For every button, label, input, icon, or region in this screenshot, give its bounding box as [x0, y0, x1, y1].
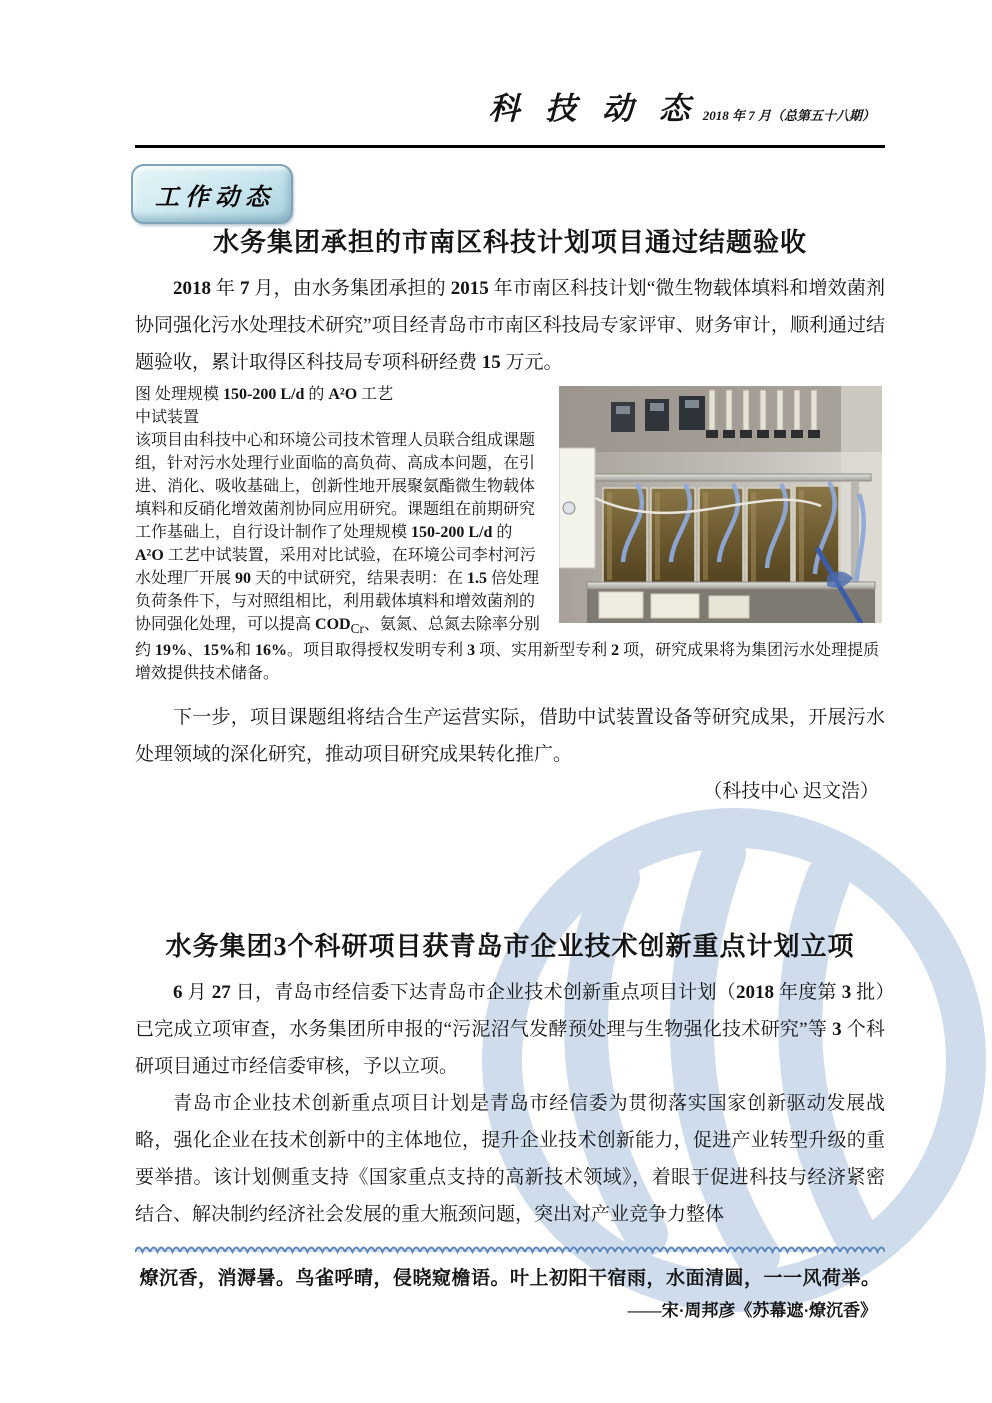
figure-caption-line-1: 图 处理规模 150-200 L/d 的 A²O 工艺: [135, 385, 394, 403]
page-footer: [135, 1241, 885, 1321]
article-2: [135, 930, 885, 1233]
figure-caption-line-2: 中试装置: [135, 408, 200, 426]
masthead: [135, 92, 885, 126]
masthead-issue-info: 2018 年 7 月（总第五十八期）: [702, 107, 875, 123]
article-1-para-2-text-a: 该项目由科技中心和环境公司技术管理人员联合组成课题组，针对污水处理行业面临的高负荷、高成本问题，在引进、消化、吸收基础上，创新性地开展聚氨酯微生物载体填料和反硝化增效菌剂协同应用研究。课题组在前期研究工作基础上，自行设计制作了处理规模 150-200 L/d 的 A²O 工艺中试装置，采用对比试验，在环境公司李村河污水处理厂开展 90 天的中试研究，结果表明：在 1.5 倍处理负荷条件下，与对照组相比，利用载体填料和增效菌剂的协同强化处理，可以提高 COD: [135, 431, 540, 633]
footer-poem: 燎沉香，消溽暑。鸟雀呼晴，侵晓窥檐语。叶上初阳干宿雨，水面清圆，一一风荷举。: [139, 1268, 881, 1289]
article-2-para-1: 6 月 27 日，青岛市经信委下达青岛市企业技术创新重点项目计划（2018 年度第 3 批）已完成立项审查，水务集团所申报的“污泥沼气发酵预处理与生物强化技术研究”等 3 个科研项目通过市经信委审核，予以立项。: [135, 981, 885, 1077]
wave-divider: [135, 1241, 885, 1254]
footer-poem-attribution: ——宋·周邦彦《苏幕遮·燎沉香》: [627, 1301, 877, 1320]
header-rule: [135, 145, 885, 148]
masthead-title: 科 技 动 态: [488, 91, 699, 126]
cod-cr-subscript: Cr: [350, 620, 364, 636]
article-1-para-3: 下一步，项目课题组将结合生产运营实际，借助中试装置设备等研究成果，开展污水处理领域的深化研究，推动项目研究成果转化推广。: [135, 706, 885, 765]
article-1: [135, 226, 885, 810]
article-2-para-2: 青岛市企业技术创新重点项目计划是青岛市经信委为贯彻落实国家创新驱动发展战略，强化企业在技术创新中的主体地位，提升企业技术创新能力，促进产业转型升级的重要举措。该计划侧重支持《国家重点支持的高新技术领域》，着眼于促进科技与经济紧密结合、解决制约经济社会发展的重大瓶颈问题，突出对产业竞争力整体: [135, 1092, 885, 1225]
article-1-title: 水务集团承担的市南区科技计划项目通过结题验收: [212, 228, 807, 257]
section-badge-work-news: [131, 164, 293, 224]
article-2-title: 水务集团3个科研项目获青岛市企业技术创新重点计划立项: [165, 932, 855, 961]
section-badge-label: 工作动态: [155, 184, 275, 211]
article-1-para-1: 2018 年 7 月，由水务集团承担的 2015 年市南区科技计划“微生物载体填料和增效菌剂协同强化污水处理技术研究”项目经青岛市市南区科技局专家评审、财务审计，顺利通过结题验收，累计取得区科技局专项科研经费 15 万元。: [135, 277, 886, 373]
article-1-byline: （科技中心 迟文浩）: [703, 780, 879, 802]
article-1-para-2-text-b: 、氨氮、总氮去除率分别约 19%、15%和 16%。项目取得授权发明专利 3 项、实用新型专利 2 项，研究成果将为集团污水处理提质增效提供技术储备。: [135, 615, 880, 682]
pilot-plant-figure: [555, 386, 885, 629]
pilot-plant-photo: [559, 386, 882, 623]
